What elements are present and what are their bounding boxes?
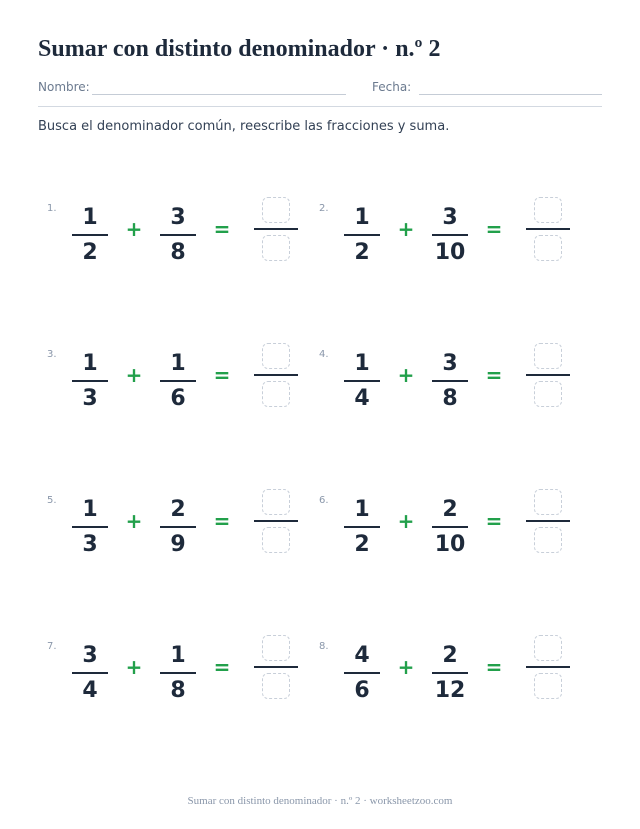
fraction-bar: [72, 380, 108, 382]
numerator: 2: [170, 497, 186, 522]
equals-sign: =: [213, 363, 231, 387]
first-fraction: [72, 205, 108, 266]
answer-fraction: [254, 343, 298, 407]
fraction-bar: [72, 672, 108, 674]
plus-sign: +: [397, 363, 415, 387]
denominator: 4: [354, 386, 370, 411]
numerator: 1: [82, 497, 98, 522]
answer-denominator-box[interactable]: [262, 527, 290, 553]
header-divider: [38, 106, 602, 107]
numerator: 1: [82, 351, 98, 376]
equals-sign: =: [213, 655, 231, 679]
numerator: 2: [442, 497, 458, 522]
answer-fraction: [254, 197, 298, 261]
problem-4: [319, 349, 599, 429]
answer-fraction-bar: [526, 666, 570, 668]
answer-fraction-bar: [526, 374, 570, 376]
problem-8: [319, 641, 599, 721]
equals-sign: =: [213, 509, 231, 533]
name-label: Nombre:: [38, 80, 90, 94]
problem-7: [47, 641, 327, 721]
answer-fraction-bar: [254, 520, 298, 522]
second-fraction: [160, 205, 196, 266]
denominator: 10: [434, 240, 466, 265]
fraction-bar: [160, 380, 196, 382]
problem-number: 5.: [47, 495, 57, 506]
denominator: 9: [170, 532, 186, 557]
denominator: 2: [354, 532, 370, 557]
denominator: 8: [442, 386, 458, 411]
plus-sign: +: [125, 509, 143, 533]
denominator: 2: [354, 240, 370, 265]
fraction-bar: [432, 380, 468, 382]
plus-sign: +: [397, 217, 415, 241]
answer-fraction-bar: [254, 666, 298, 668]
answer-fraction-bar: [254, 228, 298, 230]
problem-2: [319, 203, 599, 283]
first-fraction: [344, 351, 380, 412]
equals-sign: =: [485, 509, 503, 533]
first-fraction: [344, 643, 380, 704]
numerator: 1: [354, 351, 370, 376]
answer-fraction: [254, 635, 298, 699]
plus-sign: +: [125, 655, 143, 679]
first-fraction: [72, 643, 108, 704]
numerator: 3: [170, 205, 186, 230]
equals-sign: =: [485, 655, 503, 679]
fraction-bar: [344, 380, 380, 382]
problem-number: 1.: [47, 203, 57, 214]
answer-fraction-bar: [526, 228, 570, 230]
student-info-fields: [38, 80, 602, 100]
date-label: Fecha:: [372, 80, 412, 94]
answer-fraction-bar: [526, 520, 570, 522]
denominator: 8: [170, 240, 186, 265]
fraction-bar: [160, 672, 196, 674]
denominator: 4: [82, 678, 98, 703]
denominator: 8: [170, 678, 186, 703]
numerator: 1: [170, 643, 186, 668]
first-fraction: [344, 497, 380, 558]
numerator: 2: [442, 643, 458, 668]
second-fraction: [432, 643, 468, 704]
answer-fraction: [526, 343, 570, 407]
numerator: 4: [354, 643, 370, 668]
answer-numerator-box[interactable]: [262, 635, 290, 661]
answer-denominator-box[interactable]: [534, 381, 562, 407]
answer-denominator-box[interactable]: [262, 235, 290, 261]
plus-sign: +: [397, 509, 415, 533]
second-fraction: [432, 205, 468, 266]
fraction-bar: [432, 526, 468, 528]
equals-sign: =: [213, 217, 231, 241]
fraction-bar: [160, 526, 196, 528]
second-fraction: [432, 351, 468, 412]
numerator: 1: [354, 497, 370, 522]
fraction-bar: [160, 234, 196, 236]
answer-numerator-box[interactable]: [262, 343, 290, 369]
denominator: 6: [354, 678, 370, 703]
answer-fraction: [526, 197, 570, 261]
page-title: Sumar con distinto denominador · n.º 2: [38, 36, 441, 62]
problem-number: 6.: [319, 495, 329, 506]
problem-number: 7.: [47, 641, 57, 652]
numerator: 1: [82, 205, 98, 230]
name-field[interactable]: [92, 94, 346, 95]
problem-number: 2.: [319, 203, 329, 214]
first-fraction: [72, 351, 108, 412]
numerator: 1: [170, 351, 186, 376]
problem-3: [47, 349, 327, 429]
answer-numerator-box[interactable]: [534, 197, 562, 223]
numerator: 1: [354, 205, 370, 230]
answer-denominator-box[interactable]: [262, 381, 290, 407]
answer-denominator-box[interactable]: [534, 235, 562, 261]
instructions: Busca el denominador común, reescribe las fracciones y suma.: [38, 119, 450, 134]
date-field[interactable]: [419, 94, 602, 95]
numerator: 3: [442, 205, 458, 230]
answer-denominator-box[interactable]: [534, 673, 562, 699]
fraction-bar: [72, 234, 108, 236]
answer-numerator-box[interactable]: [534, 343, 562, 369]
second-fraction: [160, 643, 196, 704]
plus-sign: +: [397, 655, 415, 679]
first-fraction: [72, 497, 108, 558]
denominator: 6: [170, 386, 186, 411]
denominator: 12: [434, 678, 466, 703]
problem-5: [47, 495, 327, 575]
answer-fraction-bar: [254, 374, 298, 376]
fraction-bar: [344, 526, 380, 528]
plus-sign: +: [125, 217, 143, 241]
first-fraction: [344, 205, 380, 266]
answer-numerator-box[interactable]: [262, 489, 290, 515]
problem-number: 3.: [47, 349, 57, 360]
answer-numerator-box[interactable]: [262, 197, 290, 223]
problem-6: [319, 495, 599, 575]
fraction-bar: [72, 526, 108, 528]
fraction-bar: [432, 672, 468, 674]
equals-sign: =: [485, 363, 503, 387]
answer-fraction: [526, 635, 570, 699]
second-fraction: [160, 351, 196, 412]
answer-fraction: [526, 489, 570, 553]
answer-denominator-box[interactable]: [534, 527, 562, 553]
denominator: 3: [82, 386, 98, 411]
denominator: 2: [82, 240, 98, 265]
problem-number: 4.: [319, 349, 329, 360]
footer: Sumar con distinto denominador · n.º 2 · worksheetzoo.com: [187, 795, 453, 807]
fraction-bar: [432, 234, 468, 236]
fraction-bar: [344, 234, 380, 236]
equals-sign: =: [485, 217, 503, 241]
denominator: 10: [434, 532, 466, 557]
second-fraction: [432, 497, 468, 558]
fraction-bar: [344, 672, 380, 674]
answer-denominator-box[interactable]: [262, 673, 290, 699]
problem-1: [47, 203, 327, 283]
answer-numerator-box[interactable]: [534, 635, 562, 661]
plus-sign: +: [125, 363, 143, 387]
numerator: 3: [82, 643, 98, 668]
numerator: 3: [442, 351, 458, 376]
denominator: 3: [82, 532, 98, 557]
answer-numerator-box[interactable]: [534, 489, 562, 515]
problem-number: 8.: [319, 641, 329, 652]
second-fraction: [160, 497, 196, 558]
answer-fraction: [254, 489, 298, 553]
